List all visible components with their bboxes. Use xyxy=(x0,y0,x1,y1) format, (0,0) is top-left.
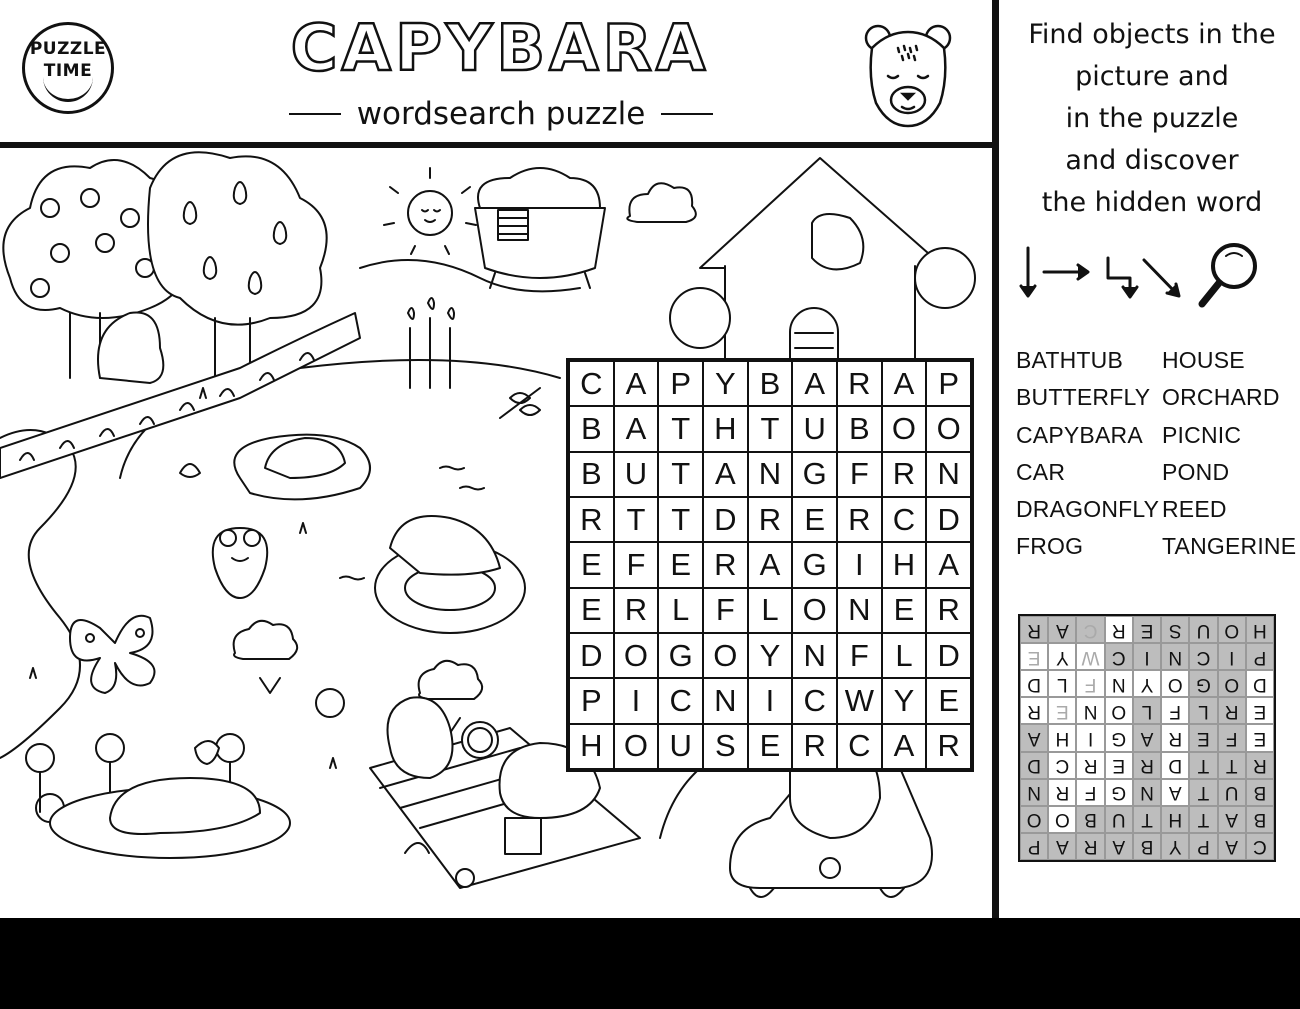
grid-cell: T xyxy=(614,497,659,542)
grid-cell: F xyxy=(837,633,882,678)
answer-cell: O xyxy=(1020,806,1048,833)
answer-cell: D xyxy=(1020,752,1048,779)
answer-cell: W xyxy=(1076,643,1104,670)
answer-cell: B xyxy=(1133,833,1161,860)
swim-ring xyxy=(375,516,525,633)
answer-cell: P xyxy=(1020,833,1048,860)
grid-cell: D xyxy=(703,497,748,542)
answer-cell: H xyxy=(1048,724,1076,751)
answer-cell: B xyxy=(1246,779,1274,806)
grid-cell: W xyxy=(837,678,882,723)
answer-cell: H xyxy=(1246,616,1274,643)
grid-cell: D xyxy=(926,497,971,542)
answer-cell: D xyxy=(1161,752,1189,779)
answer-cell: A xyxy=(1048,833,1076,860)
grid-cell: N xyxy=(703,678,748,723)
answer-key-grid xyxy=(1018,614,1276,862)
instruction-line: picture and xyxy=(1075,61,1229,92)
answer-cell: E xyxy=(1189,724,1217,751)
answer-cell: O xyxy=(1161,670,1189,697)
word-item: DRAGONFLY xyxy=(1016,496,1160,523)
subtitle-dash-right xyxy=(661,113,713,115)
answer-cell: Y xyxy=(1048,643,1076,670)
grid-cell: A xyxy=(792,361,837,406)
subtitle: wordsearch puzzle xyxy=(356,96,646,132)
grid-cell: G xyxy=(792,452,837,497)
answer-cell: L xyxy=(1048,670,1076,697)
grid-cell: H xyxy=(882,542,927,587)
answer-cell: D xyxy=(1020,670,1048,697)
answer-cell: E xyxy=(1133,616,1161,643)
page-title: CAPYBARA xyxy=(290,12,710,86)
answer-cell: R xyxy=(1218,697,1246,724)
grid-cell: E xyxy=(882,588,927,633)
grid-cell: C xyxy=(569,361,614,406)
word-item: BATHTUB xyxy=(1016,347,1124,373)
word-item: PICNIC xyxy=(1162,421,1242,448)
grid-cell: L xyxy=(658,588,703,633)
answer-cell: F xyxy=(1076,670,1104,697)
answer-cell: R xyxy=(1161,724,1189,751)
grid-cell: H xyxy=(703,406,748,451)
grid-cell: F xyxy=(614,542,659,587)
answer-cell: R xyxy=(1246,752,1274,779)
answer-cell: A xyxy=(1105,833,1133,860)
logo-line-1: PUZZLE xyxy=(29,39,107,59)
frog xyxy=(213,528,267,598)
answer-cell: E xyxy=(1020,643,1048,670)
grid-cell: T xyxy=(658,452,703,497)
answer-cell: A xyxy=(1048,616,1076,643)
grid-cell: R xyxy=(748,497,793,542)
grid-cell: R xyxy=(837,361,882,406)
arrow-diagonal-icon xyxy=(1144,260,1179,296)
instruction-line: the hidden word xyxy=(1041,187,1263,218)
cloud xyxy=(627,183,696,222)
answer-cell: O xyxy=(1105,697,1133,724)
bathtub xyxy=(475,168,605,288)
word-item: REED xyxy=(1162,496,1227,523)
orchard xyxy=(3,152,326,378)
answer-cell: T xyxy=(1189,752,1217,779)
answer-cell: N xyxy=(1076,697,1104,724)
grid-cell: C xyxy=(837,724,882,769)
grid-cell: E xyxy=(658,542,703,587)
grid-cell: I xyxy=(614,678,659,723)
subtitle-row xyxy=(262,94,740,134)
capybara-sleeping xyxy=(50,741,290,858)
answer-cell: I xyxy=(1218,643,1246,670)
grid-cell: I xyxy=(748,678,793,723)
grid-cell: E xyxy=(926,678,971,723)
grid-cell: P xyxy=(569,678,614,723)
grid-cell: R xyxy=(926,588,971,633)
dragonfly xyxy=(500,388,540,418)
answer-cell: C xyxy=(1189,643,1217,670)
grid-cell: B xyxy=(569,452,614,497)
grid-cell: N xyxy=(792,633,837,678)
answer-cell: D xyxy=(1246,670,1274,697)
instruction-line: and discover xyxy=(1065,145,1239,176)
word-item: ORCHARD xyxy=(1162,384,1280,411)
grid-cell: F xyxy=(703,588,748,633)
grid-cell: S xyxy=(703,724,748,769)
answer-cell: R xyxy=(1133,752,1161,779)
grid-cell: A xyxy=(614,361,659,406)
answer-cell: T xyxy=(1189,806,1217,833)
answer-cell: R xyxy=(1020,697,1048,724)
ladybug xyxy=(316,689,344,717)
answer-cell: R xyxy=(1020,616,1048,643)
grid-cell: P xyxy=(926,361,971,406)
answer-cell: P xyxy=(1189,833,1217,860)
wordsearch-grid xyxy=(566,358,974,772)
answer-cell: B xyxy=(1076,806,1104,833)
answer-cell: U xyxy=(1105,806,1133,833)
answer-cell: O xyxy=(1218,670,1246,697)
grid-cell: E xyxy=(792,497,837,542)
grid-cell: C xyxy=(658,678,703,723)
answer-cell: U xyxy=(1218,779,1246,806)
instruction-line: Find objects in the xyxy=(1028,19,1276,50)
answer-cell: B xyxy=(1246,806,1274,833)
grid-cell: B xyxy=(837,406,882,451)
answer-cell: G xyxy=(1189,670,1217,697)
grid-cell: R xyxy=(569,497,614,542)
grid-cell: L xyxy=(882,633,927,678)
word-item: BUTTERFLY xyxy=(1016,384,1151,411)
puzzle-time-logo xyxy=(22,22,114,114)
grid-cell: R xyxy=(614,588,659,633)
grid-cell: T xyxy=(658,406,703,451)
grid-cell: F xyxy=(837,452,882,497)
grid-cell: L xyxy=(748,588,793,633)
answer-cell: S xyxy=(1161,616,1189,643)
grid-cell: I xyxy=(837,542,882,587)
reeds xyxy=(408,298,454,388)
grid-cell: O xyxy=(792,588,837,633)
direction-arrows xyxy=(1012,238,1292,318)
grid-cell: Y xyxy=(703,361,748,406)
answer-cell: R xyxy=(1105,616,1133,643)
grid-cell: B xyxy=(748,361,793,406)
logo-smile-icon xyxy=(43,75,93,102)
pond xyxy=(180,435,370,500)
word-item: TANGERINE xyxy=(1162,533,1297,560)
answer-cell: E xyxy=(1048,697,1076,724)
subtitle-dash-left xyxy=(289,113,341,115)
grid-cell: T xyxy=(658,497,703,542)
grid-cell: B xyxy=(569,406,614,451)
grid-cell: A xyxy=(614,406,659,451)
answer-cell: C xyxy=(1105,643,1133,670)
answer-cell: I xyxy=(1133,643,1161,670)
grid-cell: A xyxy=(882,724,927,769)
instruction-line: in the puzzle xyxy=(1065,103,1239,134)
answer-cell: A xyxy=(1133,724,1161,751)
word-item: HOUSE xyxy=(1162,347,1245,373)
bottom-bar xyxy=(0,918,1300,1009)
answer-cell: E xyxy=(1105,752,1133,779)
word-item: FROG xyxy=(1016,533,1084,560)
answer-cell: E xyxy=(1246,697,1274,724)
answer-cell: A xyxy=(1161,779,1189,806)
answer-cell: N xyxy=(1161,643,1189,670)
answer-cell: T xyxy=(1189,779,1217,806)
grid-cell: N xyxy=(837,588,882,633)
grid-cell: A xyxy=(926,542,971,587)
grid-cell: E xyxy=(569,588,614,633)
grid-cell: O xyxy=(882,406,927,451)
grid-cell: O xyxy=(703,633,748,678)
logo-line-2: TIME xyxy=(43,61,93,81)
grid-cell: T xyxy=(748,406,793,451)
answer-cell: F xyxy=(1218,724,1246,751)
word-item: CAPYBARA xyxy=(1016,421,1143,448)
word-item: POND xyxy=(1162,458,1230,485)
word-item: CAR xyxy=(1016,458,1066,485)
grid-cell: G xyxy=(658,633,703,678)
answer-cell: Y xyxy=(1161,833,1189,860)
answer-cell: C xyxy=(1048,752,1076,779)
grid-cell: H xyxy=(569,724,614,769)
grid-cell: C xyxy=(882,497,927,542)
grid-cell: Y xyxy=(882,678,927,723)
path-road xyxy=(0,430,80,758)
grid-cell: A xyxy=(748,542,793,587)
answer-cell: E xyxy=(1246,724,1274,751)
grid-cell: O xyxy=(926,406,971,451)
vertical-divider xyxy=(992,0,999,918)
answer-cell: P xyxy=(1246,643,1274,670)
grid-cell: O xyxy=(614,633,659,678)
answer-cell: O xyxy=(1218,616,1246,643)
answer-cell: H xyxy=(1161,806,1189,833)
answer-cell: I xyxy=(1076,724,1104,751)
answer-cell: R xyxy=(1076,752,1104,779)
arrow-down-icon xyxy=(1021,248,1035,296)
arrow-right-icon xyxy=(1044,265,1088,279)
grid-cell: E xyxy=(569,542,614,587)
grid-cell: U xyxy=(792,406,837,451)
grid-cell: U xyxy=(658,724,703,769)
magnifier-icon xyxy=(1202,245,1255,304)
answer-cell: L xyxy=(1133,697,1161,724)
grid-cell: R xyxy=(926,724,971,769)
word-list-column-1 xyxy=(1016,342,1159,566)
grid-cell: G xyxy=(792,542,837,587)
instructions xyxy=(1012,14,1292,224)
answer-cell: N xyxy=(1133,779,1161,806)
answer-cell: F xyxy=(1076,779,1104,806)
arrow-zigzag-icon xyxy=(1108,258,1137,297)
grid-cell: R xyxy=(703,542,748,587)
grid-cell: U xyxy=(614,452,659,497)
grid-cell: Y xyxy=(748,633,793,678)
grid-cell: R xyxy=(837,497,882,542)
grid-cell: D xyxy=(926,633,971,678)
sun xyxy=(384,168,476,254)
answer-cell: T xyxy=(1133,806,1161,833)
butterfly xyxy=(70,616,155,693)
answer-cell: L xyxy=(1189,697,1217,724)
grid-cell: N xyxy=(748,452,793,497)
grid-cell: R xyxy=(792,724,837,769)
grid-cell: A xyxy=(882,361,927,406)
grid-cell: A xyxy=(703,452,748,497)
grid-cell: N xyxy=(926,452,971,497)
grid-cell: E xyxy=(748,724,793,769)
grid-cell: O xyxy=(614,724,659,769)
grid-cell: D xyxy=(569,633,614,678)
answer-cell: R xyxy=(1048,779,1076,806)
answer-cell: Y xyxy=(1133,670,1161,697)
answer-cell: T xyxy=(1218,752,1246,779)
answer-cell: G xyxy=(1105,779,1133,806)
answer-cell: N xyxy=(1105,670,1133,697)
answer-cell: A xyxy=(1218,833,1246,860)
bear-face-icon xyxy=(858,18,958,130)
word-list-column-2 xyxy=(1162,342,1296,566)
answer-cell: C xyxy=(1246,833,1274,860)
answer-cell: U xyxy=(1189,616,1217,643)
answer-cell: A xyxy=(1218,806,1246,833)
answer-cell: F xyxy=(1161,697,1189,724)
grid-cell: R xyxy=(882,452,927,497)
answer-cell: G xyxy=(1105,724,1133,751)
answer-cell: N xyxy=(1020,779,1048,806)
answer-cell: O xyxy=(1048,806,1076,833)
grid-cell: P xyxy=(658,361,703,406)
answer-cell: C xyxy=(1076,616,1104,643)
answer-cell: A xyxy=(1020,724,1048,751)
grid-cell: C xyxy=(792,678,837,723)
house xyxy=(700,158,945,388)
capybara-tree xyxy=(98,312,163,383)
answer-cell: R xyxy=(1076,833,1104,860)
